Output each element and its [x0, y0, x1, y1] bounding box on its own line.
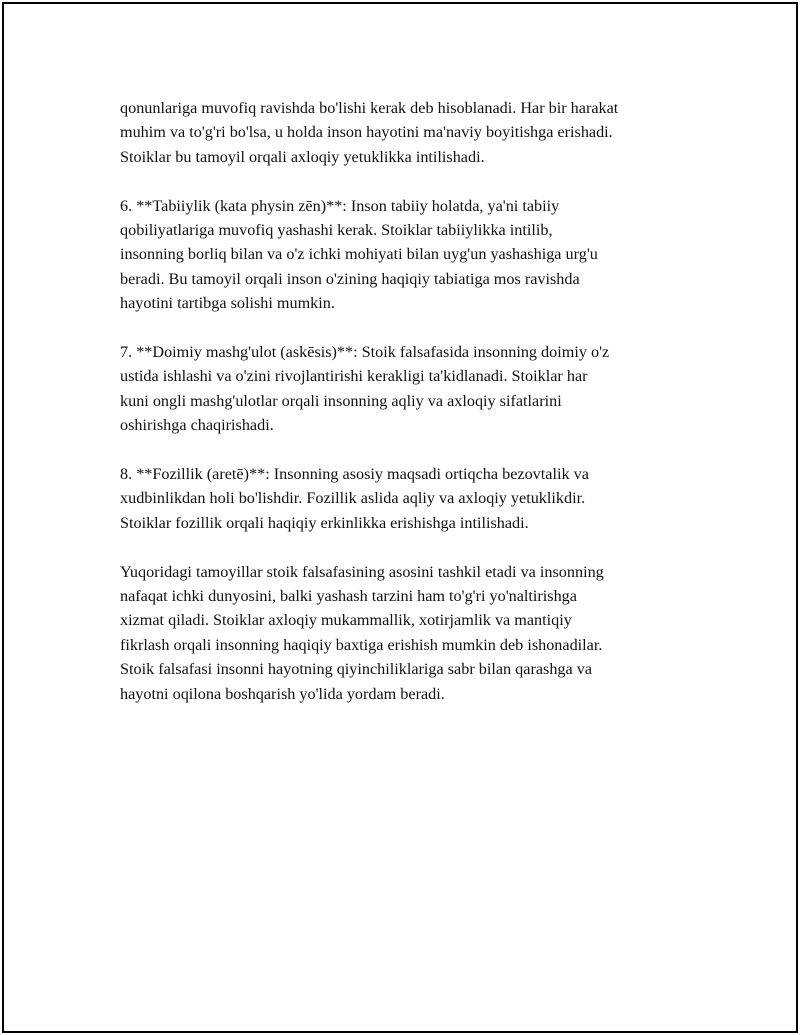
- paragraph-conclusion: [120, 560, 700, 706]
- text-line: qobiliyatlariga muvofiq yashashi kerak. Stoiklar tabiiylikka intilib,: [120, 221, 553, 240]
- text-line: hayotni oqilona boshqarish yo'lida yordam beradi.: [120, 684, 445, 703]
- text-line: hayotini tartibga solishi mumkin.: [120, 294, 335, 313]
- text-line: muhim va to'g'ri bo'lsa, u holda inson hayotini ma'naviy boyitishga erishadi.: [120, 123, 613, 142]
- text-line: insonning borliq bilan va o'z ichki mohiyati bilan uyg'un yashashiga urg'u: [120, 245, 598, 264]
- text-line: Yuqoridagi tamoyillar stoik falsafasining asosini tashkil etadi va insonning: [120, 562, 604, 581]
- text-line: xizmat qiladi. Stoiklar axloqiy mukammallik, xotirjamlik va mantiqiy: [120, 611, 572, 630]
- text-line: beradi. Bu tamoyil orqali inson o'zining haqiqiy tabiatiga mos ravishda: [120, 269, 580, 288]
- text-line: xudbinlikdan holi bo'lishdir. Fozillik aslida aqliy va axloqiy yetuklikdir.: [120, 489, 586, 508]
- text-line: oshirishga chaqirishadi.: [120, 416, 274, 435]
- text-line: qonunlariga muvofiq ravishda bo'lishi kerak deb hisoblanadi. Har bir harakat: [120, 99, 619, 117]
- text-line: fikrlash orqali insonning haqiqiy baxtiga erishish mumkin deb ishonadilar.: [120, 635, 603, 654]
- text-line: 7. **Doimiy mashg'ulot (askēsis)**: Stoik falsafasida insonning doimiy o'z: [120, 343, 610, 362]
- paragraph-intro-continuation: [120, 96, 700, 169]
- text-line: ustida ishlashi va o'zini rivojlantirishi kerakligi ta'kidlanadi. Stoiklar har: [120, 367, 588, 386]
- text-line: Stoiklar fozillik orqali haqiqiy erkinlikka erishishga intilishadi.: [120, 513, 529, 532]
- text-line: 6. **Tabiiylik (kata physin zēn)**: Inson tabiiy holatda, ya'ni tabiiy: [120, 196, 560, 215]
- text-line: 8. **Fozillik (aretē)**: Insonning asosiy maqsadi ortiqcha bezovtalik va: [120, 465, 589, 484]
- text-line: Stoik falsafasi insonni hayotning qiyinchiliklariga sabr bilan qarashga va: [120, 660, 593, 679]
- paragraph-item-6: [120, 194, 700, 316]
- document-page: [2, 2, 798, 1033]
- document-body: [120, 96, 700, 730]
- paragraph-item-8: [120, 462, 700, 535]
- text-line: nafaqat ichki dunyosini, balki yashash tarzini ham to'g'ri yo'naltirishga: [120, 587, 577, 606]
- text-line: Stoiklar bu tamoyil orqali axloqiy yetuklikka intilishadi.: [120, 147, 485, 166]
- text-line: kuni ongli mashg'ulotlar orqali insonning aqliy va axloqiy sifatlarini: [120, 391, 562, 410]
- paragraph-item-7: [120, 340, 700, 438]
